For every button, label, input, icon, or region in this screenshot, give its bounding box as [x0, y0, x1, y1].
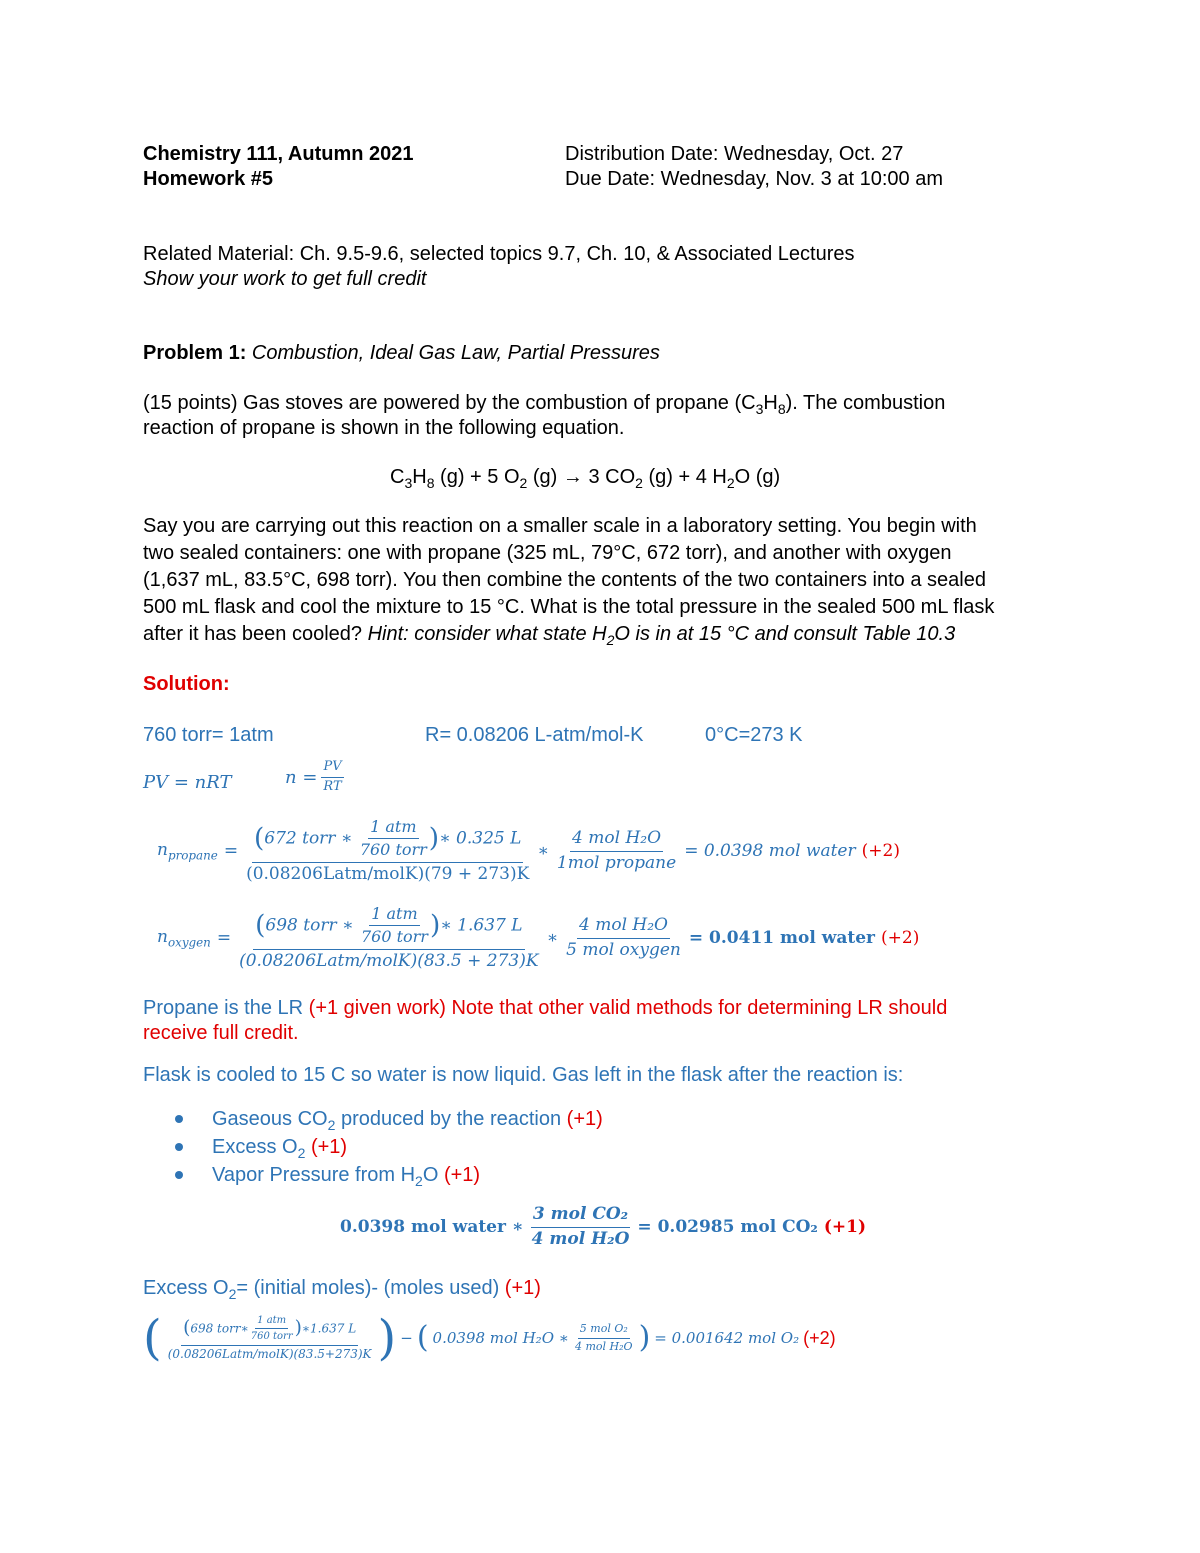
bullet-dot — [175, 1143, 183, 1151]
excess-o2-heading: Excess $O_2=$ (initial moles)- (moles used) (+1) — [143, 1277, 541, 1302]
due-date: Due Date: Wednesday, Nov. 3 at 10:00 am — [565, 168, 943, 190]
bullet-dot — [175, 1115, 183, 1123]
combustion-equation: $C_3H_8$ (g) + 5 $O_2$ (g) → 3 $CO_2$ (g) + 4 $H_2O$ (g) — [390, 466, 781, 491]
constant-torr: 760 torr= 1atm — [143, 724, 274, 746]
excess-o2-calculation: ( (698 torr∗ $\frac{\text{1 atm}}{\text{760 torr}}$ )∗1.637 L (0.08206Latm/molK)(83.5+273)K ) − ( 0.0398 mol H₂O ∗ $\frac{\text{5 mol O₂}}{\text{4 mol H₂O}}$ ) = 0.001642 mol O₂ (+2) — [143, 1310, 836, 1366]
problem-label: Problem 1: — [143, 342, 247, 364]
problem-body-line3: (1,637 mL, 83.5°C, 698 torr). You then combine the contents of the two containers into a sealed — [143, 569, 986, 591]
constant-r: R= 0.08206 L-atm/mol-K — [425, 724, 644, 746]
bullet-o2: Excess $O_2$ (+1) — [212, 1136, 348, 1161]
distribution-date: Distribution Date: Wednesday, Oct. 27 — [565, 143, 904, 165]
solution-title: Solution: — [143, 673, 230, 695]
problem-intro-line1: (15 points) Gas stoves are powered by the combustion of propane $(C_3H_8)$. The combustion — [143, 392, 946, 417]
problem-body-line4: 500 mL flask and cool the mixture to 15 °C. What is the total pressure in the sealed 500 mL flask — [143, 596, 995, 618]
problem-topic: Combustion, Ideal Gas Law, Partial Pressures — [251, 342, 660, 364]
co2-calculation: 0.0398 mol water ∗ $\frac{\text{3 mol CO₂}}{\text{4 mol H₂O}}$ = 0.02985 mol CO₂ (+1) — [340, 1204, 867, 1249]
bullet-dot — [175, 1171, 183, 1179]
propane-calculation: $n_{propane}$ = (672 torr ∗ $\frac{\text{1 atm}}{\text{760 torr}}$ )∗ 0.325 L (0.08206Latm/molK)(79 + 273)K ∗ $\frac{\text{4 mol H₂O}}{\text{1mol propane}}$ = 0.0398 mol water (+2) — [157, 817, 900, 884]
intro-text-a: (15 points) Gas stoves are powered by the combustion of propane (C — [143, 392, 756, 414]
problem-body-line1: Say you are carrying out this reaction on a smaller scale in a laboratory setting. You begin with — [143, 515, 977, 537]
oxygen-calculation: $n_{oxygen}$ = (698 torr ∗ $\frac{\text{1 atm}}{\text{760 torr}}$ )∗ 1.637 L (0.08206Latm/molK)(83.5 + 273)K ∗ $\frac{\text{4 mol H₂O}}{\text{5 mol oxygen}}$ = 0.0411 mol water (+2) — [157, 904, 920, 971]
constant-celsius: 0°C=273 K — [705, 724, 803, 746]
cooled-statement: Flask is cooled to 15 C so water is now liquid. Gas left in the flask after the reaction is: — [143, 1064, 904, 1086]
limiting-reagent-line1: Propane is the LR (+1 given work) Note that other valid methods for determining LR should — [143, 997, 948, 1019]
hint: Hint: consider what state $H_2O$ is in at 15 °C and consult Table 10.3 — [367, 623, 956, 648]
ideal-gas-law: PV = nRT — [143, 772, 232, 793]
problem-heading — [143, 341, 660, 365]
problem-intro-line2: reaction of propane is shown in the following equation. — [143, 417, 625, 439]
course-title: Chemistry 111, Autumn 2021 — [143, 143, 414, 165]
limiting-reagent-line2: receive full credit. — [143, 1022, 299, 1044]
bullet-h2o: Vapor Pressure from $H_2O$ (+1) — [212, 1164, 481, 1189]
homework-title: Homework #5 — [143, 168, 274, 190]
related-material: Related Material: Ch. 9.5-9.6, selected topics 9.7, Ch. 10, & Associated Lectures — [143, 243, 855, 265]
show-work-note: Show your work to get full credit — [143, 268, 427, 290]
problem-body-line5: after it has been cooled? Hint: consider what state $H_2O$ is in at 15 °C and consult Table 10.3 — [143, 623, 956, 648]
bullet-co2: Gaseous $CO_2$ produced by the reaction (+1) — [212, 1108, 603, 1133]
problem-body-line2: two sealed containers: one with propane (325 mL, 79°C, 672 torr), and another with oxygen — [143, 542, 952, 564]
n-formula: n = $\frac{PV}{RT}$ — [285, 759, 342, 794]
